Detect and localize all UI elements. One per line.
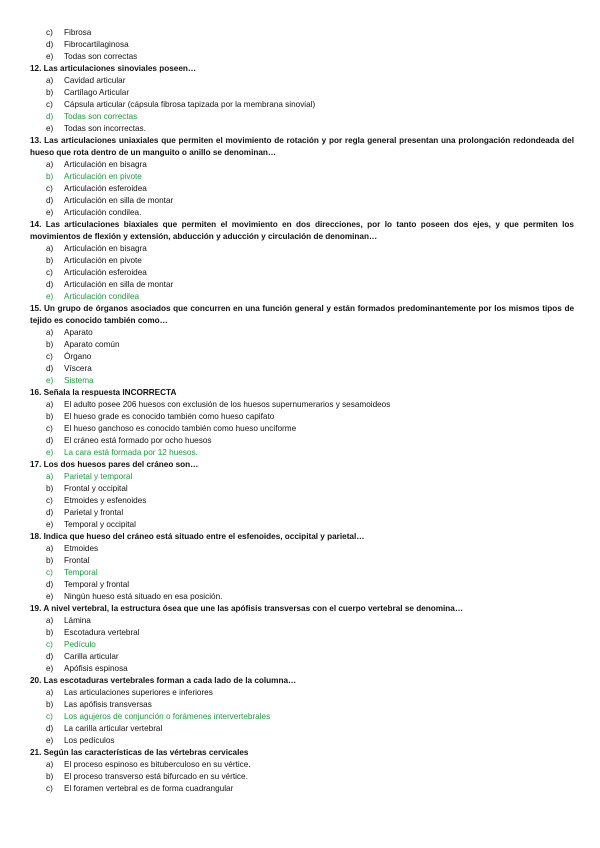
- answer-option: [30, 591, 574, 603]
- option-text: Temporal y frontal: [64, 580, 130, 589]
- option-letter: c): [46, 268, 53, 277]
- option-letter: b): [46, 484, 54, 493]
- option-letter: e): [46, 736, 54, 745]
- option-letter: d): [46, 364, 54, 373]
- answer-option: [30, 207, 574, 219]
- answer-option: [30, 267, 574, 279]
- option-letter: c): [46, 568, 53, 577]
- option-letter: c): [46, 640, 53, 649]
- option-letter: a): [46, 328, 54, 337]
- option-letter: e): [46, 52, 54, 61]
- option-letter: d): [46, 724, 54, 733]
- option-letter: a): [46, 688, 54, 697]
- option-text: Todas son correctas: [64, 112, 138, 121]
- option-letter: e): [46, 520, 54, 529]
- option-letter: c): [46, 352, 53, 361]
- option-text: Las apófisis transversas: [64, 700, 152, 709]
- answer-option: [30, 351, 574, 363]
- option-text: Cápsula articular (cápsula fibrosa tapizada por la membrana sinovial): [64, 100, 316, 109]
- option-text: Articulación esferoidea: [64, 268, 147, 277]
- answer-option-correct: [30, 447, 574, 459]
- option-letter: e): [46, 292, 54, 301]
- option-letter: e): [46, 664, 54, 673]
- option-letter: b): [46, 772, 54, 781]
- option-letter: a): [46, 760, 54, 769]
- option-text: Temporal: [64, 568, 98, 577]
- option-letter: d): [46, 112, 54, 121]
- option-text: El foramen vertebral es de forma cuadrangular: [64, 784, 234, 793]
- option-text: Cartílago Articular: [64, 88, 130, 97]
- option-text: Parietal y temporal: [64, 472, 133, 481]
- option-text: Todas son incorrectas.: [64, 124, 146, 133]
- answer-option: [30, 75, 574, 87]
- answer-option-correct: [30, 375, 574, 387]
- question-text: 20. Las escotaduras vertebrales forman a cada lado de la columna…: [30, 676, 297, 685]
- answer-option: [30, 339, 574, 351]
- answer-option-correct: [30, 111, 574, 123]
- answer-option: [30, 159, 574, 171]
- question-text: 14. Las articulaciones biaxiales que permiten el movimiento en dos direcciones, por lo tanto poseen dos ejes, y que permiten los movimientos de flexión y extensión, abducción y aducción y circulación de denominan…: [30, 220, 574, 241]
- option-text: Frontal: [64, 556, 90, 565]
- option-letter: c): [46, 100, 53, 109]
- option-text: Las articulaciones superiores e inferiores: [64, 688, 213, 697]
- option-letter: d): [46, 280, 54, 289]
- option-letter: a): [46, 544, 54, 553]
- answer-option: [30, 507, 574, 519]
- answer-option-correct: [30, 471, 574, 483]
- option-letter: e): [46, 208, 54, 217]
- answer-option-correct: [30, 291, 574, 303]
- option-letter: d): [46, 436, 54, 445]
- answer-option: [30, 483, 574, 495]
- question-text: 17. Los dos huesos pares del cráneo son…: [30, 460, 199, 469]
- option-text: Frontal y occipital: [64, 484, 128, 493]
- answer-option: [30, 579, 574, 591]
- answer-option: [30, 651, 574, 663]
- option-text: Articulación en pivote: [64, 256, 142, 265]
- answer-option: [30, 723, 574, 735]
- option-letter: a): [46, 616, 54, 625]
- option-text: Fibrosa: [64, 28, 92, 37]
- option-text: Articulación en pivote: [64, 172, 142, 181]
- option-letter: c): [46, 496, 53, 505]
- option-text: Articulación condilea: [64, 292, 140, 301]
- option-text: La carilla articular vertebral: [64, 724, 163, 733]
- option-text: Órgano: [64, 352, 92, 361]
- option-text: Temporal y occipital: [64, 520, 136, 529]
- option-text: Cavidad articular: [64, 76, 126, 85]
- option-text: La cara está formada por 12 huesos.: [64, 448, 198, 457]
- answer-option: [30, 183, 574, 195]
- option-letter: b): [46, 172, 54, 181]
- answer-option: [30, 27, 574, 39]
- option-letter: a): [46, 160, 54, 169]
- answer-option: [30, 327, 574, 339]
- answer-option: [30, 627, 574, 639]
- option-text: Parietal y frontal: [64, 508, 124, 517]
- option-text: Ningún hueso está situado en esa posición.: [64, 592, 223, 601]
- option-letter: e): [46, 448, 54, 457]
- option-text: Apófisis espinosa: [64, 664, 128, 673]
- answer-option: [30, 735, 574, 747]
- option-text: El hueso ganchoso es conocido también como hueso unciforme: [64, 424, 297, 433]
- option-letter: e): [46, 592, 54, 601]
- option-text: Fibrocartilaginosa: [64, 40, 129, 49]
- option-letter: c): [46, 424, 53, 433]
- question-text: 18. Indica que hueso del cráneo está situado entre el esfenoides, occipital y parietal…: [30, 532, 365, 541]
- answer-option: [30, 39, 574, 51]
- answer-option-correct: [30, 171, 574, 183]
- option-text: El proceso espinoso es bituberculoso en su vértice.: [64, 760, 251, 769]
- option-letter: b): [46, 628, 54, 637]
- option-letter: b): [46, 256, 54, 265]
- option-text: Todas son correctas: [64, 52, 138, 61]
- option-letter: b): [46, 700, 54, 709]
- option-letter: b): [46, 88, 54, 97]
- option-text: El hueso grade es conocido también como hueso capifato: [64, 412, 275, 421]
- option-letter: d): [46, 196, 54, 205]
- option-text: Sistema: [64, 376, 94, 385]
- answer-option: [30, 687, 574, 699]
- option-text: El adulto posee 206 huesos con exclusión de los huesos supernumerarios y sesamoideos: [64, 400, 391, 409]
- answer-option-correct: [30, 711, 574, 723]
- answer-option: [30, 195, 574, 207]
- answer-option: [30, 663, 574, 675]
- option-letter: c): [46, 28, 53, 37]
- answer-option: [30, 423, 574, 435]
- option-letter: b): [46, 412, 54, 421]
- option-text: Etmoides y esfenoides: [64, 496, 147, 505]
- option-letter: a): [46, 400, 54, 409]
- option-text: Articulación condilea.: [64, 208, 142, 217]
- option-text: Articulación en bisagra: [64, 244, 147, 253]
- question-text: 13. Las articulaciones uniaxiales que permiten el movimiento de rotación y por regla general presentan una prolongación redondeada del hueso que rota dentro de un manguito o anillo se denominan…: [30, 136, 574, 157]
- answer-option: [30, 243, 574, 255]
- option-text: Escotadura vertebral: [64, 628, 140, 637]
- answer-option: [30, 519, 574, 531]
- option-letter: e): [46, 376, 54, 385]
- answer-option: [30, 51, 574, 63]
- option-letter: d): [46, 580, 54, 589]
- answer-option: [30, 363, 574, 375]
- answer-option: [30, 759, 574, 771]
- answer-option: [30, 543, 574, 555]
- answer-option: [30, 411, 574, 423]
- option-letter: b): [46, 556, 54, 565]
- option-text: Etmoides: [64, 544, 99, 553]
- answer-option: [30, 99, 574, 111]
- option-text: Lámina: [64, 616, 91, 625]
- question-text: 15. Un grupo de órganos asociados que concurren en una función general y están formados predominantemente por los mismos tipos de tejido es conocido también como…: [30, 304, 574, 325]
- question-text: 19. A nivel vertebral, la estructura ósea que une las apófisis transversas con el cuerpo vertebral se denomina…: [30, 604, 464, 613]
- option-letter: a): [46, 472, 54, 481]
- answer-option: [30, 279, 574, 291]
- option-text: Articulación en silla de montar: [64, 196, 174, 205]
- option-text: Carilla articular: [64, 652, 119, 661]
- option-letter: a): [46, 244, 54, 253]
- option-text: Articulación en silla de montar: [64, 280, 174, 289]
- option-text: Pedículo: [64, 640, 96, 649]
- option-text: Articulación en bisagra: [64, 160, 147, 169]
- option-letter: d): [46, 508, 54, 517]
- answer-option: [30, 123, 574, 135]
- question-text: 12. Las articulaciones sinoviales poseen…: [30, 64, 197, 73]
- option-letter: b): [46, 340, 54, 349]
- quiz-document: [30, 27, 574, 795]
- answer-option: [30, 435, 574, 447]
- answer-option: [30, 255, 574, 267]
- option-letter: e): [46, 124, 54, 133]
- answer-option: [30, 615, 574, 627]
- option-text: Los pedículos: [64, 736, 115, 745]
- option-text: Aparato común: [64, 340, 120, 349]
- answer-option: [30, 699, 574, 711]
- answer-option-correct: [30, 567, 574, 579]
- answer-option-correct: [30, 639, 574, 651]
- option-text: Los agujeros de conjunción o forámenes intervertebrales: [64, 712, 271, 721]
- option-letter: c): [46, 712, 53, 721]
- option-letter: c): [46, 784, 53, 793]
- question-text: 21. Según las características de las vértebras cervicales: [30, 748, 249, 757]
- option-letter: c): [46, 184, 53, 193]
- option-letter: a): [46, 76, 54, 85]
- answer-option: [30, 783, 574, 795]
- option-text: Aparato: [64, 328, 93, 337]
- answer-option: [30, 771, 574, 783]
- answer-option: [30, 495, 574, 507]
- answer-option: [30, 555, 574, 567]
- answer-option: [30, 87, 574, 99]
- option-text: El cráneo está formado por ocho huesos: [64, 436, 212, 445]
- answer-option: [30, 399, 574, 411]
- question-text: 16. Señala la respuesta INCORRECTA: [30, 388, 177, 397]
- option-letter: d): [46, 40, 54, 49]
- option-text: Articulación esferoidea: [64, 184, 147, 193]
- option-text: El proceso transverso está bifurcado en su vértice.: [64, 772, 248, 781]
- option-text: Víscera: [64, 364, 92, 373]
- option-letter: d): [46, 652, 54, 661]
